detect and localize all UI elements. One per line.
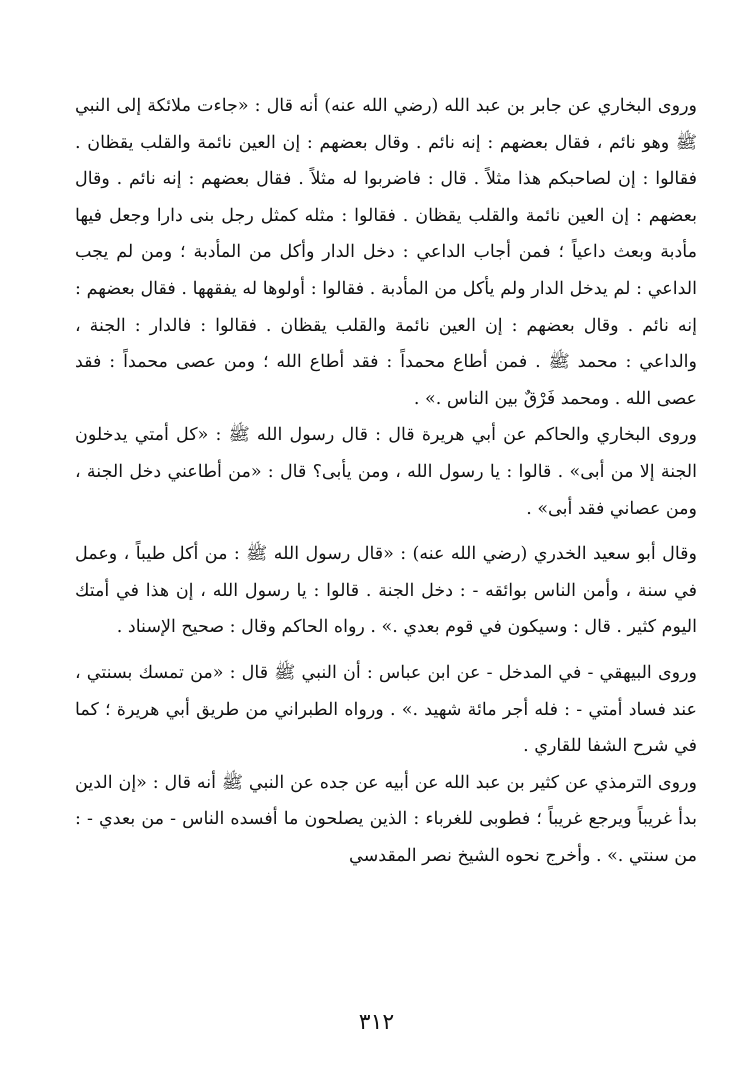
paragraph-bayhaqi: وروى البيهقي - في المدخل - عن ابن عباس : أن النبي ﷺ قال : «من تمسك بسنتي ، عند فساد أمتي - : فله أجر مائة شهيد .» . ورواه الطبراني من طريق أبي هريرة ؛ كما في شرح الشفا للقاري . — [75, 662, 697, 757]
paragraph-bukhari-hakim: وروى البخاري والحاكم عن أبي هريرة قال : قال رسول الله ﷺ : «كل أمتي يدخلون الجنة إلا من أبى» . قالوا : يا رسول الله ، ومن يأبى؟ قال : «من أطاعني دخل الجنة ، ومن عصاني فقد أبى» . — [75, 425, 697, 519]
paragraph-bukhari-jabir: وروى البخاري عن جابر بن عبد الله (رضي الله عنه) أنه قال : «جاءت ملائكة إلى النبي ﷺ وهو نائم ، فقال بعضهم : إنه نائم . وقال بعضهم : إن العين نائمة والقلب يقظان . فقالوا : إن لصاحبكم هذا مثلاً . قال : فاضربوا له مثلاً . فقال بعضهم : إنه نائم . وقال بعضهم : إن العين نائمة والقلب يقظان . فقالوا : مثله كمثل رجل بنى دارا وجعل فيها مأدبة وبعث داعياً ؛ فمن أجاب الداعي : دخل الدار وأكل من المأدبة ؛ ومن لم يجب الداعي : لم يدخل الدار ولم يأكل من المأدبة . فقالوا : أولوها له يفقهها . فقال بعضهم : إنه نائم . وقال بعضهم : إن العين نائمة والقلب يقظان . فقالوا : فالدار : الجنة ، والداعي : محمد ﷺ . فمن أطاع محمداً : فقد أطاع الله ؛ ومن عصى محمداً : فقد عصى الله . ومحمد فَرْقٌ بين الناس .» . — [75, 96, 697, 409]
paragraph-abu-said: وقال أبو سعيد الخدري (رضي الله عنه) : «قال رسول الله ﷺ : من أكل طيباً ، وعمل في سنة ، وأمن الناس بوائقه - : دخل الجنة . قالوا : يا رسول الله ، إن هذا في أمتك اليوم كثير . قال : وسيكون في قوم بعدي .» . رواه الحاكم وقال : صحيح الإسناد . — [75, 544, 697, 638]
paragraph-tirmidhi: وروى الترمذي عن كثير بن عبد الله عن أبيه عن جده عن النبي ﷺ أنه قال : «إن الدين بدأ غريباً ويرجع غريباً ؛ فطوبى للغرباء : الذين يصلحون ما أفسده الناس - من بعدي - : من سنتي .» . وأخرج نحوه الشيخ نصر المقدسي — [75, 772, 697, 866]
main-text — [75, 88, 697, 874]
page-number: ٣١٢ — [358, 1010, 395, 1035]
